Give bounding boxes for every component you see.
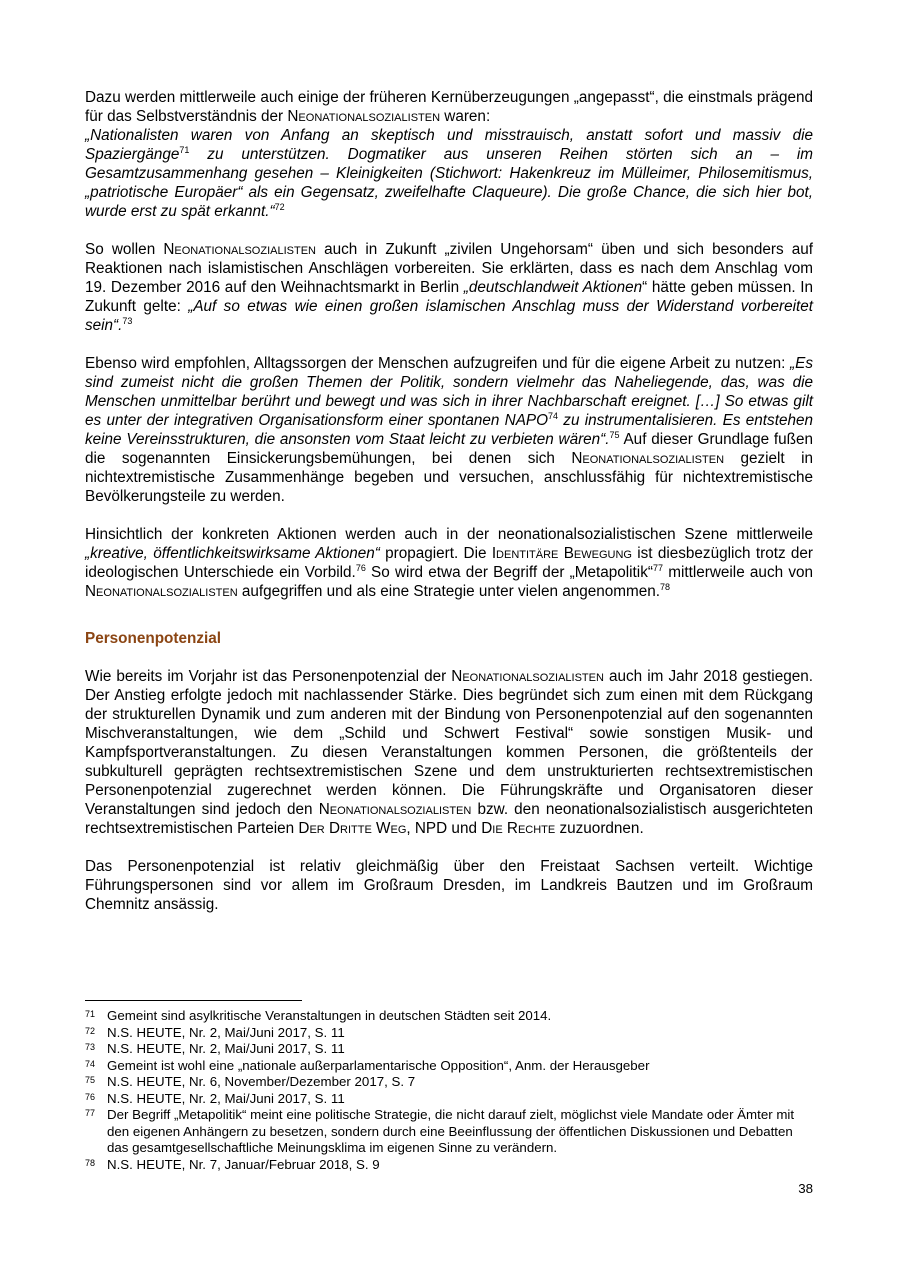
footnote-number: 73 (85, 1042, 96, 1052)
footnote-76 (85, 1091, 813, 1108)
footnote-73 (85, 1041, 813, 1058)
footnote-ref[interactable]: 74 (548, 410, 559, 421)
footnote-ref[interactable]: 78 (660, 581, 671, 592)
text: mittlerweile auch von (662, 564, 813, 581)
footnote-77 (85, 1107, 813, 1157)
text: aufgegriffen und als eine Strategie unter vielen angenommen. (237, 583, 661, 600)
text: Wie bereits im Vorjahr ist das Personenpotenzial der (85, 668, 452, 685)
footnote-text: N.S. HEUTE, Nr. 2, Mai/Juni 2017, S. 11 (107, 1041, 345, 1056)
footnote-ref[interactable]: 77 (652, 562, 663, 573)
footnote-ref[interactable]: 72 (274, 201, 285, 212)
paragraph-6: Das Personenpotenzial ist relativ gleichmäßig über den Freistaat Sachsen verteilt. Wichtige Führungspersonen sind vor allem im Großraum Dresden, im Landkreis Bautzen und im Großraum Chemnitz ansässig. (85, 858, 813, 913)
section-heading: Personenpotenzial (85, 630, 221, 647)
paragraph-3 (85, 354, 813, 506)
footnote-ref[interactable]: 73 (122, 315, 133, 326)
footnote-number: 77 (85, 1108, 96, 1118)
footnote-ref[interactable]: 76 (355, 562, 366, 573)
footnote-text: Gemeint ist wohl eine „nationale außerparlamentarische Opposition“, Anm. der Herausgeber (107, 1057, 650, 1073)
text: , NPD und (406, 820, 482, 837)
org-name: Neonationalsozialisten (318, 801, 472, 818)
footnote-number: 75 (85, 1075, 96, 1085)
footnote-text: N.S. HEUTE, Nr. 6, November/Dezember 2017, S. 7 (107, 1074, 416, 1089)
text: zuzuordnen. (555, 820, 644, 837)
text: bzw. den neonationalsozialistisch ausgerichteten rechtsextremistischen Parteien (85, 801, 813, 837)
footnote-71 (85, 1008, 813, 1025)
page-body (85, 88, 813, 914)
footnote-text: Gemeint sind asylkritische Veranstaltungen in deutschen Städten seit 2014. (107, 1008, 552, 1023)
org-name: Der Dritte Weg (298, 820, 407, 837)
text: “ hätte geben müssen. In Zukunft gelte: (85, 279, 813, 315)
quote: „Es sind zumeist nicht die großen Themen der Politik, sondern vielmehr das Naheliegende, das, was die Menschen unmittelbar berührt und bewegt und was sich in ihrer Nachbarschaft ereignet. […] So etwas gilt es unter der integrativen Organisationsform einer spontanen NAPO (85, 355, 813, 429)
footnotes (85, 1008, 813, 1173)
footnote-number: 72 (85, 1025, 96, 1036)
footnote-divider (85, 1000, 302, 1001)
paragraph-1 (85, 88, 813, 221)
footnote-number: 71 (85, 1009, 96, 1019)
text: Dazu werden mittlerweile auch einige der früheren Kernüberzeugungen „angepasst“, die einstmals prägend für das Selbstverständnis der (85, 89, 813, 125)
org-name: Identitäre Bewegung (491, 545, 632, 562)
footnote-number: 76 (85, 1091, 96, 1102)
footnote-72 (85, 1025, 813, 1042)
footnote-text: N.S. HEUTE, Nr. 7, Januar/Februar 2018, S. 9 (107, 1156, 380, 1172)
text: ist diesbezüglich trotz der ideologischen Unterschiede ein Vorbild. (85, 545, 813, 581)
text: So wird etwa der Begriff der „Metapolitik“ (365, 564, 653, 581)
footnote-text: N.S. HEUTE, Nr. 2, Mai/Juni 2017, S. 11 (107, 1090, 345, 1106)
footnote-ref[interactable]: 71 (179, 144, 190, 155)
quote: zu unterstützen. Dogmatiker aus unseren Reihen störten sich an – im Gesamtzusammenhang gesehen – Kleinigkeiten (Stichwort: Hakenkreuz im Mülleimer, Philosemitismus, „patriotische Europäer“ als ein Gegensatz, zweifelhafte Claqueure). Die große Chance, die sich hier bot, wurde erst zu spät erkannt.“ (85, 146, 813, 220)
footnote-ref[interactable]: 75 (609, 429, 620, 440)
footnote-78 (85, 1157, 813, 1174)
footnote-text: Der Begriff „Metapolitik“ meint eine politische Strategie, die nicht darauf zielt, möglichst viele Mandate oder Ämter mit den eigenen Anhängern zu besetzen, sondern durch eine Beeinflussung der öffentlichen Diskussionen und Debatten das gesamtgesellschaftliche Meinungsklima im eigenen Sinne zu verändern. (107, 1107, 795, 1155)
footnote-74 (85, 1058, 813, 1075)
quote: „deutschlandweit Aktionen (463, 279, 643, 296)
org-name: Neonationalsozialisten (85, 583, 238, 600)
text: gezielt in nichtextremistische Zusammenhänge begeben und versuchen, anschlussfähig für nichtextremistische Bevölkerungsteile zu werden. (85, 450, 813, 505)
org-name: Neonationalsozialisten (451, 668, 604, 685)
text: auch in Zukunft „zivilen Ungehorsam“ üben und sich besonders auf Reaktionen nach islamistischen Anschlägen vorbereiten. Sie erklärten, dass es nach dem Anschlag vom 19. Dezember 2016 auf den Weihnachtsmarkt in Berlin (85, 241, 813, 296)
text: Ebenso wird empfohlen, Alltagssorgen der Menschen aufzugreifen und für die eigene Arbeit zu nutzen: (85, 355, 791, 372)
footnote-number: 74 (85, 1058, 96, 1069)
quote: „kreative, öffentlichkeitswirksame Aktionen“ (85, 545, 380, 562)
footnote-number: 78 (85, 1157, 96, 1168)
quote: „Nationalisten waren von Anfang an skeptisch und misstrauisch, anstatt sofort und massiv die Spaziergänge (85, 127, 813, 163)
text: waren: (440, 108, 491, 125)
paragraph-5 (85, 667, 813, 838)
paragraph-4 (85, 525, 813, 601)
org-name: Neonationalsozialisten (571, 450, 725, 467)
text: auch im Jahr 2018 gestiegen. Der Anstieg erfolgte jedoch mit nachlassender Stärke. Dies begründet sich zum einen mit dem Rückgang der strukturellen Dynamik und zum anderen mit der Bindung von Personenpotenzial auf den sogenannten Mischveranstaltungen, wie dem „Schild und Schwert Festival“ sowie sonstigen Musik- und Kampfsportveranstaltungen. Zu diesen Veranstaltungen kommen Personen, die größtenteils der subkulturell geprägten rechtsextremistischen Szene und dem unstrukturierten rechtsextremistischen Personenpotenzial zugerechnet werden können. Die Führungskräfte und Organisatoren dieser Veranstaltungen sind jedoch den (85, 668, 813, 818)
text: Hinsichtlich der konkreten Aktionen werden auch in der neonationalsozialistischen Szene mittlerweile (85, 526, 813, 543)
paragraph-2 (85, 240, 813, 335)
page-number: 38 (798, 1181, 813, 1196)
footnote-75 (85, 1074, 813, 1091)
quote: „Auf so etwas wie einen großen islamischen Anschlag muss der Widerstand vorbereitet sein“. (85, 298, 814, 334)
text: So wollen (85, 241, 164, 258)
text: Auf dieser Grundlage fußen die sogenannten Einsickerungsbemühungen, bei denen sich (85, 431, 813, 467)
text: propagiert. Die (379, 545, 492, 562)
org-name: Die Rechte (481, 820, 556, 837)
quote: zu instrumentalisieren. Es entstehen keine Vereinsstrukturen, die ansonsten vom Staat leicht zu verbieten wären“. (85, 412, 813, 448)
footnote-text: N.S. HEUTE, Nr. 2, Mai/Juni 2017, S. 11 (107, 1024, 345, 1040)
org-name: Neonationalsozialisten (163, 241, 316, 258)
org-name: Neonationalsozialisten (287, 108, 441, 125)
